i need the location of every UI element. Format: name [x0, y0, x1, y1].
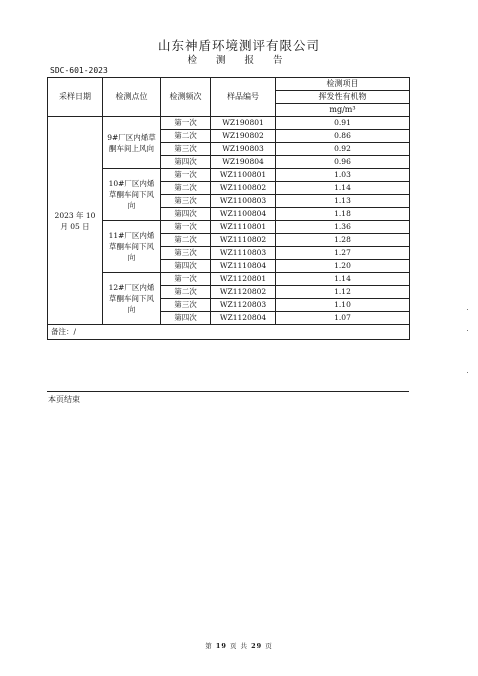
header-item-name: 挥发性有机物 — [276, 91, 410, 104]
sample-id-cell: WZ190804 — [211, 156, 276, 169]
sample-id-cell: WZ1110802 — [211, 234, 276, 247]
footer-prefix: 第 — [205, 642, 213, 650]
value-cell: 0.86 — [276, 130, 410, 143]
page-end-text: 本页结束 — [48, 395, 80, 404]
table-row — [48, 169, 410, 182]
frequency-cell: 第二次 — [161, 182, 211, 195]
location-cell: 12#厂区内烯草酮车间下风向 — [103, 273, 161, 325]
value-cell: 1.27 — [276, 247, 410, 260]
remark-cell: 备注：/ — [48, 325, 410, 340]
value-cell: 1.36 — [276, 221, 410, 234]
header-location: 检测点位 — [103, 78, 161, 117]
sample-id-cell: WZ1100803 — [211, 195, 276, 208]
sample-id-cell: WZ1100801 — [211, 169, 276, 182]
value-cell: 1.14 — [276, 273, 410, 286]
end-divider — [47, 391, 409, 392]
footer-mid: 页 共 — [229, 642, 249, 650]
frequency-cell: 第三次 — [161, 299, 211, 312]
value-cell: 1.20 — [276, 260, 410, 273]
frequency-cell: 第二次 — [161, 286, 211, 299]
frequency-cell: 第四次 — [161, 156, 211, 169]
frequency-cell: 第三次 — [161, 247, 211, 260]
frequency-cell: 第二次 — [161, 130, 211, 143]
header-sample-date: 采样日期 — [48, 78, 103, 117]
header-sample-id: 样品编号 — [211, 78, 276, 117]
frequency-cell: 第四次 — [161, 312, 211, 325]
sample-date-cell: 2023 年 10 月 05 日 — [48, 117, 103, 325]
value-cell: 1.13 — [276, 195, 410, 208]
sample-id-cell: WZ1110803 — [211, 247, 276, 260]
value-cell: 0.92 — [276, 143, 410, 156]
location-cell: 10#厂区内烯草酮车间下风向 — [103, 169, 161, 221]
footer-total-pages: 29 — [251, 642, 263, 650]
sample-id-cell: WZ1120804 — [211, 312, 276, 325]
value-cell: 1.14 — [276, 182, 410, 195]
table-row — [48, 117, 410, 130]
table-row — [48, 221, 410, 234]
sample-id-cell: WZ1110801 — [211, 221, 276, 234]
frequency-cell: 第一次 — [161, 117, 211, 130]
scan-speck — [467, 372, 468, 373]
scan-speck — [467, 330, 468, 331]
results-table-body — [48, 78, 410, 340]
value-cell: 1.10 — [276, 299, 410, 312]
value-cell: 1.12 — [276, 286, 410, 299]
frequency-cell: 第三次 — [161, 195, 211, 208]
value-cell: 1.28 — [276, 234, 410, 247]
footer-suffix: 页 — [265, 642, 273, 650]
frequency-cell: 第四次 — [161, 260, 211, 273]
header-frequency: 检测频次 — [161, 78, 211, 117]
frequency-cell: 第四次 — [161, 208, 211, 221]
sample-id-cell: WZ190803 — [211, 143, 276, 156]
value-cell: 0.91 — [276, 117, 410, 130]
sample-id-cell: WZ1100802 — [211, 182, 276, 195]
document-number: SDC-601-2023 — [50, 66, 108, 75]
value-cell: 1.03 — [276, 169, 410, 182]
sample-id-cell: WZ1120803 — [211, 299, 276, 312]
value-cell: 1.07 — [276, 312, 410, 325]
frequency-cell: 第三次 — [161, 143, 211, 156]
frequency-cell: 第一次 — [161, 169, 211, 182]
sample-id-cell: WZ1120801 — [211, 273, 276, 286]
location-cell: 11#厂区内烯草酮车间下风向 — [103, 221, 161, 273]
report-subtitle: 检 测 报 告 — [187, 55, 291, 66]
frequency-cell: 第二次 — [161, 234, 211, 247]
frequency-cell: 第一次 — [161, 221, 211, 234]
scan-speck — [467, 309, 468, 310]
page-footer — [0, 641, 478, 650]
footer-page-number: 19 — [215, 642, 227, 650]
sample-id-cell: WZ190801 — [211, 117, 276, 130]
location-cell: 9#厂区内烯草酮车间上风向 — [103, 117, 161, 169]
sample-id-cell: WZ1100804 — [211, 208, 276, 221]
value-cell: 1.18 — [276, 208, 410, 221]
sample-id-cell: WZ190802 — [211, 130, 276, 143]
header-unit: mg/m³ — [276, 104, 410, 117]
sample-id-cell: WZ1120802 — [211, 286, 276, 299]
sample-id-cell: WZ1110804 — [211, 260, 276, 273]
remark-row — [48, 325, 410, 340]
company-name: 山东神盾环境测评有限公司 — [157, 38, 320, 53]
value-cell: 0.96 — [276, 156, 410, 169]
header-row-1 — [48, 78, 410, 91]
results-table — [47, 77, 410, 340]
table-row — [48, 273, 410, 286]
header-test-item: 检测项目 — [276, 78, 410, 91]
frequency-cell: 第一次 — [161, 273, 211, 286]
